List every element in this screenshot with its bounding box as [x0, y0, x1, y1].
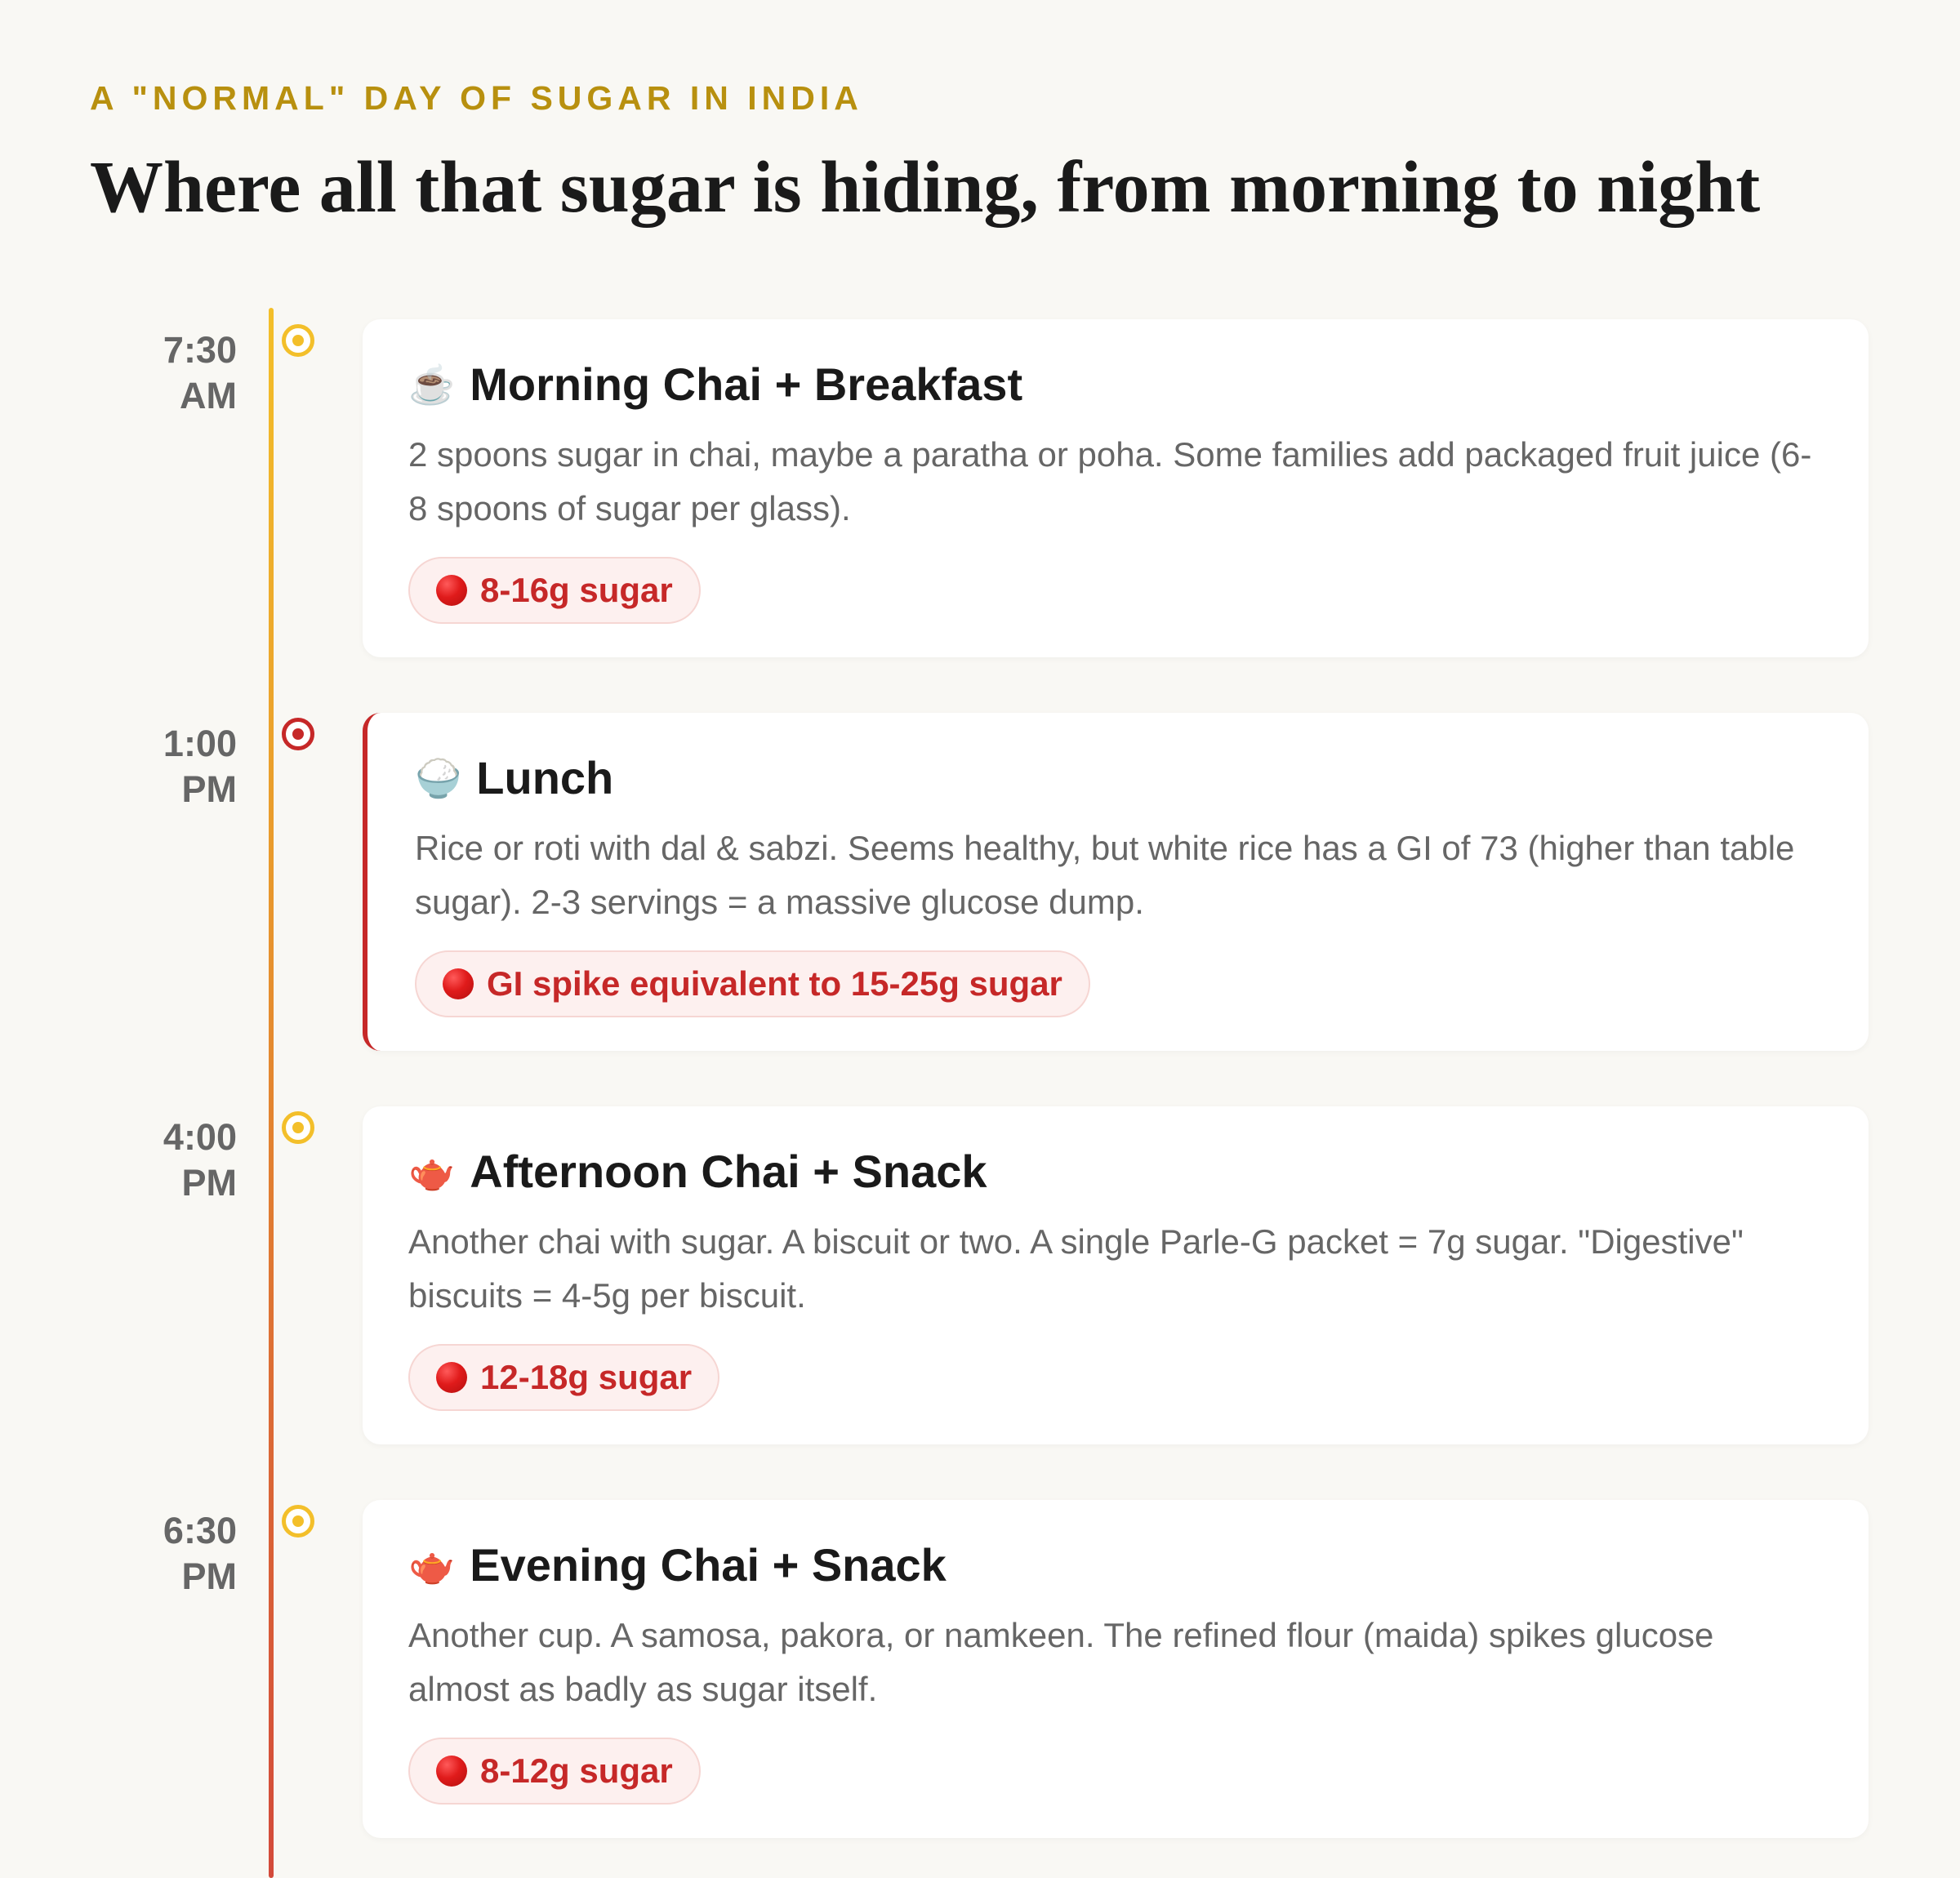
section-kicker: A "NORMAL" DAY OF SUGAR IN INDIA — [90, 79, 863, 117]
card-title-text: Lunch — [476, 752, 614, 803]
timeline-entry-afternoon — [0, 1095, 1960, 1433]
timeline-card-highlighted — [363, 713, 1869, 1051]
card-title-text: Afternoon Chai + Snack — [470, 1146, 987, 1197]
rice-bowl-icon: 🍚 — [415, 756, 462, 799]
timeline-card — [363, 1500, 1869, 1838]
timeline-marker-icon — [282, 324, 314, 357]
sugar-badge — [408, 1738, 701, 1805]
timeline-entry-morning — [0, 308, 1960, 646]
card-description: 2 spoons sugar in chai, maybe a paratha or poha. Some families add packaged fruit juice (6-8 spoons of sugar per glass). — [408, 435, 1812, 528]
red-circle-icon — [443, 968, 474, 999]
timeline-card — [363, 319, 1869, 657]
card-title — [408, 357, 1823, 412]
timeline-card — [363, 1106, 1869, 1444]
time-label: 4:00 PM — [163, 1116, 237, 1204]
timeline-marker-icon — [282, 1111, 314, 1144]
sugar-badge-label: 12-18g sugar — [480, 1358, 693, 1397]
timeline-marker-alert-icon — [282, 718, 314, 750]
sugar-badge-label: 8-12g sugar — [480, 1751, 673, 1791]
card-title — [408, 1538, 1823, 1592]
teapot-icon: 🫖 — [408, 1543, 456, 1587]
sugar-badge-label: 8-16g sugar — [480, 571, 673, 610]
sugar-badge — [408, 1344, 719, 1411]
time-label: 1:00 PM — [163, 723, 237, 810]
card-description: Another cup. A samosa, pakora, or namkeen. The refined flour (maida) spikes glucose almost as badly as sugar itself. — [408, 1616, 1714, 1709]
card-title — [415, 750, 1823, 805]
card-title-text: Evening Chai + Snack — [470, 1539, 947, 1591]
red-circle-icon — [436, 1362, 467, 1393]
page-title: Where all that sugar is hiding, from morning to night — [90, 147, 1761, 228]
card-description: Another chai with sugar. A biscuit or two. A single Parle-G packet = 7g sugar. "Digestive" biscuits = 4-5g per biscuit. — [408, 1222, 1744, 1315]
coffee-cup-icon: ☕ — [408, 363, 456, 406]
time-label: 6:30 PM — [163, 1510, 237, 1597]
card-description: Rice or roti with dal & sabzi. Seems healthy, but white rice has a GI of 73 (higher than table sugar). 2-3 servings = a massive glucose dump. — [415, 829, 1795, 922]
time-label: 7:30 AM — [163, 329, 237, 416]
sugar-badge-label: GI spike equivalent to 15-25g sugar — [487, 964, 1062, 1004]
timeline-marker-icon — [282, 1505, 314, 1538]
red-circle-icon — [436, 575, 467, 606]
timeline-entry-evening — [0, 1489, 1960, 1827]
sugar-badge — [408, 557, 701, 624]
teapot-icon: 🫖 — [408, 1150, 456, 1193]
card-title-text: Morning Chai + Breakfast — [470, 358, 1023, 410]
card-title — [408, 1144, 1823, 1199]
timeline-entry-lunch — [0, 701, 1960, 1039]
red-circle-icon — [436, 1756, 467, 1787]
sugar-badge — [415, 950, 1090, 1017]
